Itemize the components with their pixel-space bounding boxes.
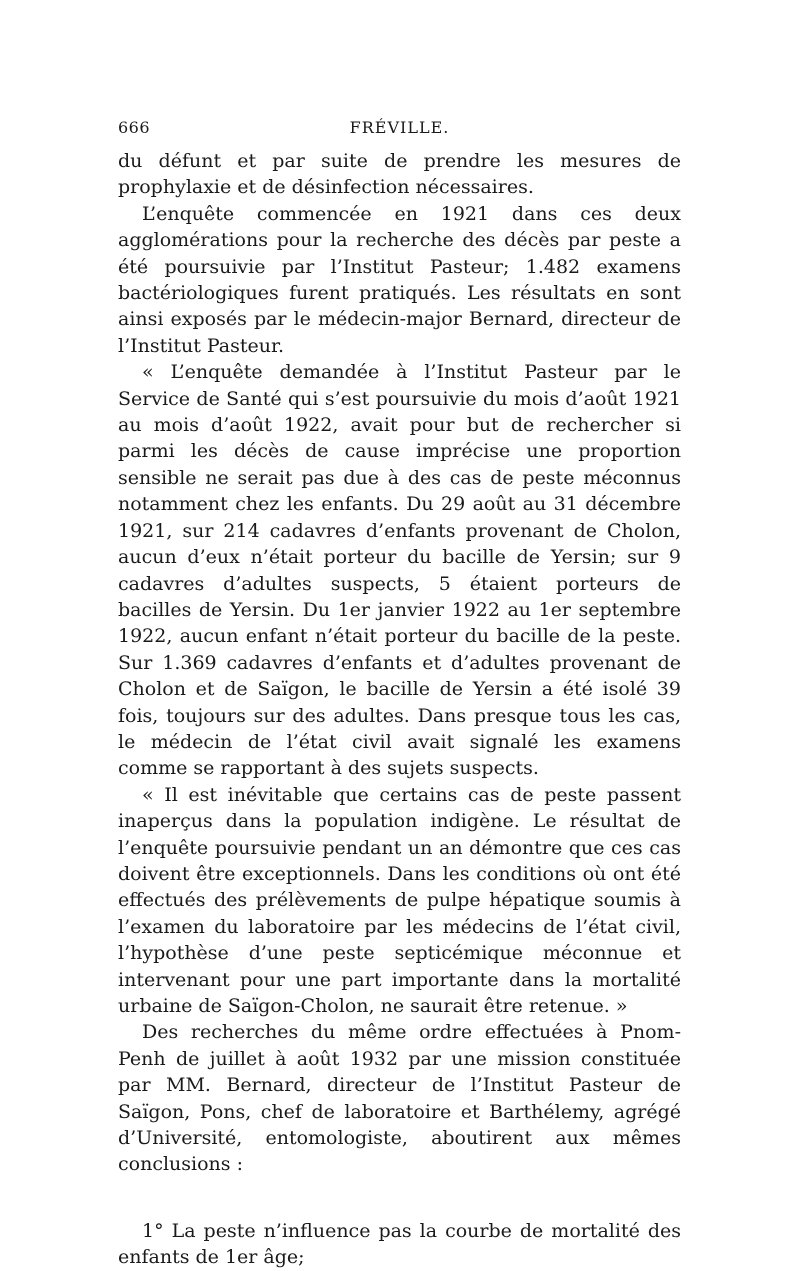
paragraph-4-quote: « Il est inévitable que certains cas de peste passent inaperçus dans la population indigène. Le résultat de l’enquête poursuivie pendant un an démontre que ces cas doivent être exceptionnels. Dans les conditions où ont été effectués des prélèvements de pulpe hépatique soumis à l’examen du laboratoire par les médecins de l’état civil, l’hypothèse d’une peste septicémique méconnue et intervenant pour une part importante dans la mortalité urbaine de Saïgon-Cholon, ne saurait être retenue. » xyxy=(118,783,681,1017)
list-item-1: 1° La peste n’influence pas la courbe de mortalité des enfants de 1er âge; xyxy=(118,1219,681,1269)
paragraph-2: L’enquête commencée en 1921 dans ces deux agglomérations pour la recherche des décès par peste a été poursuivie par l’Institut Pasteur; 1.482 examens bactériologiques furent pratiqués. Les résultats en sont ainsi exposés par le médecin-major Bernard, directeur de l’Institut Pasteur. xyxy=(118,202,681,357)
page xyxy=(118,118,681,1271)
paragraph-3-quote: « L’enquête demandée à l’Institut Pasteur par le Service de Santé qui s’est poursuivie du mois d’août 1921 au mois d’août 1922, avait pour but de rechercher si parmi les décès de cause imprécise une proportion sensible ne serait pas due à des cas de peste méconnus notamment chez les enfants. Du 29 août au 31 décembre 1921, sur 214 cadavres d’enfants provenant de Cholon, aucun d’eux n’était porteur du bacille de Yersin; sur 9 cadavres d’adultes suspects, 5 étaient porteurs de bacilles de Yersin. Du 1er janvier 1922 au 1er septembre 1922, aucun enfant n’était porteur du bacille de la peste. Sur 1.369 cadavres d’enfants et d’adultes provenant de Cholon et de Saïgon, le bacille de Yersin a été isolé 39 fois, toujours sur des adultes. Dans presque tous les cas, le médecin de l’état civil avait signalé les examens comme se rapportant à des sujets suspects. xyxy=(118,361,681,780)
section-gap xyxy=(118,1178,681,1218)
paragraph-1: du défunt et par suite de prendre les mesures de prophylaxie et de désinfection nécessaires. xyxy=(118,150,681,199)
page-number: 666 xyxy=(118,118,151,137)
running-title: FRÉVILLE. xyxy=(349,118,450,137)
paragraph-5: Des recherches du même ordre effectuées à Pnom-Penh de juillet à août 1932 par une mission constituée par MM. Bernard, directeur de l’Institut Pasteur de Saïgon, Pons, chef de laboratoire et Barthélemy, agrégé d’Université, entomologiste, aboutirent aux mêmes conclusions : xyxy=(118,1021,681,1176)
running-head xyxy=(118,118,681,148)
